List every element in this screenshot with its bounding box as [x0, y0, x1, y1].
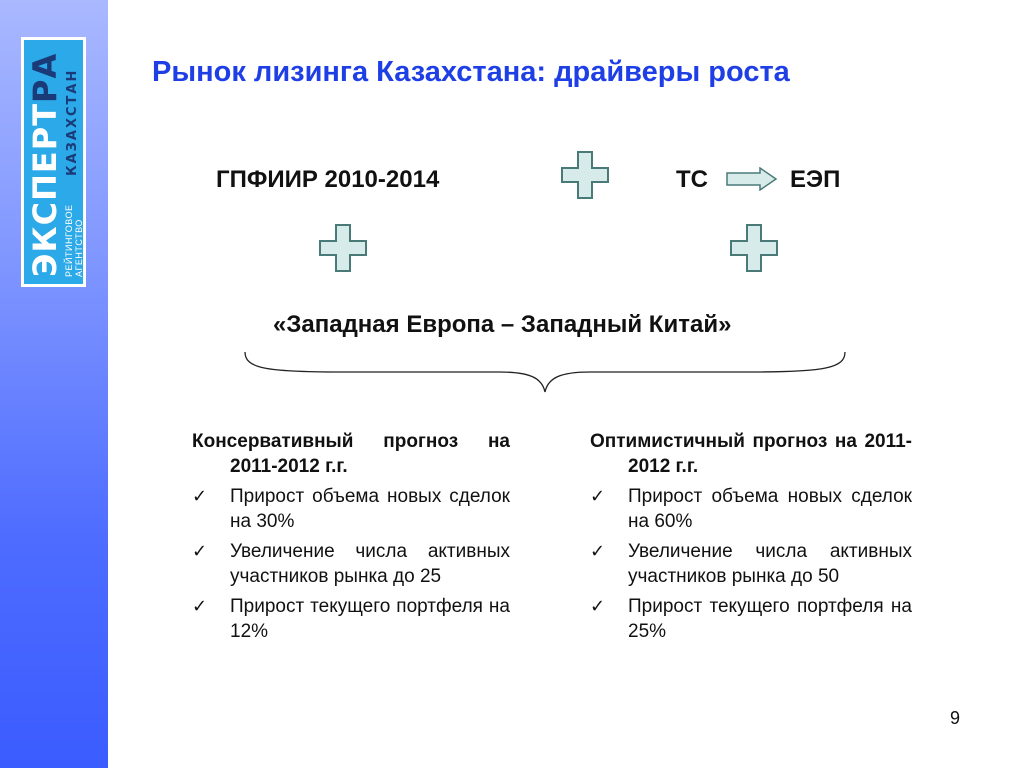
driver-corridor: «Западная Европа – Западный Китай»: [273, 311, 732, 338]
list-item: ✓ Увеличение числа активных участников рынка до 50: [590, 541, 912, 587]
logo-subtitle-line2: АГЕНТСТВО: [74, 219, 84, 277]
arrow-right-icon: [726, 167, 778, 191]
driver-gpfiir: ГПФИИР 2010-2014: [216, 166, 440, 193]
plus-icon: [729, 223, 779, 273]
logo-country: КАЗАХСТАН: [65, 68, 80, 176]
list-item: ✓ Прирост текущего портфеля на 25%: [590, 596, 912, 642]
forecast-conservative: [192, 430, 510, 644]
plus-icon: [318, 223, 368, 273]
page-number: 9: [950, 708, 961, 728]
forecast-heading: Консервативный прогноз на 2011-2012 г.г.: [192, 431, 510, 477]
list-item: ✓ Прирост объема новых сделок на 30%: [192, 486, 510, 532]
list-item: ✓ Прирост объема новых сделок на 60%: [590, 486, 912, 532]
checkmark-icon: ✓: [192, 596, 208, 617]
curly-brace: [240, 350, 850, 395]
list-item: ✓ Прирост текущего портфеля на 12%: [192, 596, 510, 642]
checkmark-icon: ✓: [192, 541, 208, 562]
list-item: ✓ Увеличение числа активных участников рынка до 25: [192, 541, 510, 587]
forecast-heading: Оптимистичный прогноз на 2011-2012 г.г.: [590, 431, 912, 477]
plus-icon: [560, 150, 610, 200]
logo-wordmark: ЭКСПЕРТРА: [26, 52, 64, 277]
slide-title: Рынок лизинга Казахстана: драйверы роста: [152, 56, 790, 88]
driver-eep: ЕЭП: [790, 166, 841, 193]
logo-subtitle-line1: РЕЙТИНГОВОЕ: [64, 204, 74, 277]
checkmark-icon: ✓: [590, 486, 606, 507]
forecast-optimistic: [590, 430, 912, 644]
checkmark-icon: ✓: [590, 596, 606, 617]
sidebar-gradient: [0, 0, 108, 768]
driver-ts: ТС: [676, 166, 708, 193]
checkmark-icon: ✓: [192, 486, 208, 507]
checkmark-icon: ✓: [590, 541, 606, 562]
